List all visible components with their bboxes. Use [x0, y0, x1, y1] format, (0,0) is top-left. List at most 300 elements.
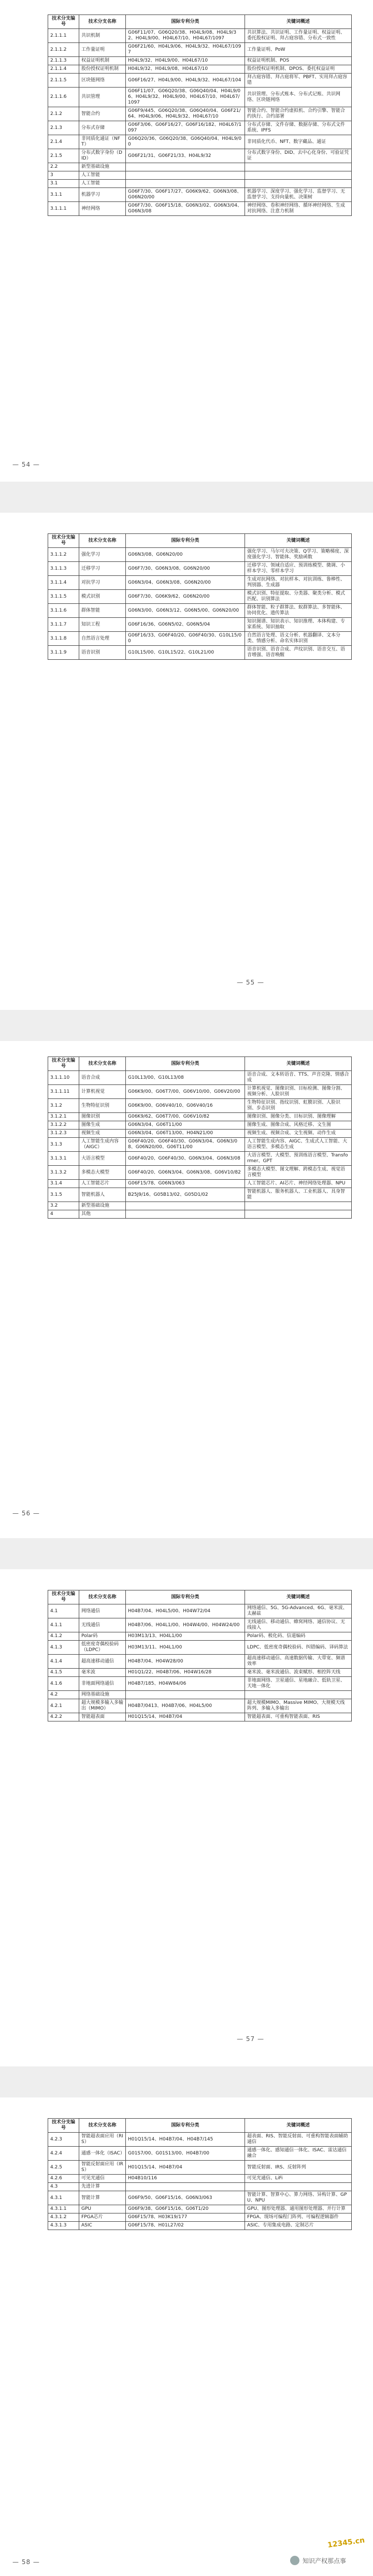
watermark	[290, 2556, 346, 2565]
cell-name: 智能合约	[79, 107, 126, 121]
cell-ipc: G06N3/08、G06N20/00	[126, 548, 245, 562]
cell-name: 先进计算	[79, 2183, 126, 2191]
cell-ipc: H04B7/04、H04L5/00、H04W72/04	[126, 1604, 245, 1618]
cell-code: 2.1.1.2	[48, 43, 79, 57]
header-code: 技术分支编号	[48, 1590, 79, 1604]
cell-name: 通感一体化（ISAC）	[79, 2147, 126, 2161]
table-row	[48, 2222, 352, 2230]
header-ipc: 国际专利分类	[126, 2119, 245, 2133]
cell-keywords: 智能超表面、可重构智能表面、RIS	[245, 1713, 352, 1721]
cell-code: 4.2.2	[48, 1713, 79, 1721]
cell-name: 非同质化通证（NFT）	[79, 135, 126, 149]
cell-code: 3.1.2.3	[48, 1130, 79, 1138]
header-name: 技术分支名称	[79, 15, 126, 29]
cell-name: 低密度奇偶校验码（LDPC）	[79, 1641, 126, 1655]
cell-code: 4.3.1.2	[48, 2213, 79, 2222]
cell-code: 4.1.2	[48, 1632, 79, 1641]
cell-ipc: G06F7/30、G06K9/62、G06N20/00	[126, 590, 245, 604]
cell-name: 其他	[79, 1210, 126, 1219]
cell-name: 对抗学习	[79, 576, 126, 590]
cell-name: 网络基础设施	[79, 1691, 126, 1699]
cell-name: 股份授权证明机制	[79, 65, 126, 74]
page-5	[0, 2097, 373, 2576]
watermark-label: 知识产权那点事	[303, 2557, 347, 2565]
cell-keywords: 大语言模型、大模型、预训练语言模型、Transformer、GPT	[245, 1152, 352, 1166]
cell-ipc: G06N3/04、G06T13/00、H04N21/00	[126, 1130, 245, 1138]
table-row	[48, 1099, 352, 1113]
cell-code: 2.1.1.6	[48, 88, 79, 107]
cell-name: 模式识别	[79, 590, 126, 604]
cell-ipc: G10L13/00、G10L13/08	[126, 1071, 245, 1085]
cell-code: 3.2	[48, 1202, 79, 1210]
table-row	[48, 1210, 352, 1219]
header-keywords: 关键词概述	[245, 1057, 352, 1071]
cell-ipc: G06F40/20、G06N3/04、G06N3/08、G06V10/82	[126, 1166, 245, 1180]
table-row	[48, 576, 352, 590]
table-row	[48, 1669, 352, 1677]
cell-code: 4.1.1	[48, 1618, 79, 1632]
table-row	[48, 1641, 352, 1655]
page-number: — 54 —	[12, 461, 40, 468]
cell-name: 人工智能芯片	[79, 1180, 126, 1188]
cell-code: 3.1.1	[48, 188, 79, 202]
cell-keywords: 毫米波、毫米波通信、波束赋形、相控阵天线	[245, 1669, 352, 1677]
cell-name: 无线通信	[79, 1618, 126, 1632]
header-ipc: 国际专利分类	[126, 1590, 245, 1604]
table-row	[48, 121, 352, 135]
page-number: — 58 —	[12, 2558, 40, 2566]
cell-keywords: 计算机视觉、图像识别、目标检测、图像分割、视频分析、人脸识别	[245, 1085, 352, 1099]
cell-code: 2.1.1.5	[48, 74, 79, 88]
page-2	[0, 513, 373, 1010]
table-row	[48, 1691, 352, 1699]
header-code: 技术分支编号	[48, 15, 79, 29]
header-name: 技术分支名称	[79, 1590, 126, 1604]
header-keywords: 关键词概述	[245, 1590, 352, 1604]
table-row	[48, 2205, 352, 2213]
cell-name: 人工智能	[79, 180, 126, 188]
cell-ipc	[126, 2183, 245, 2191]
header-keywords: 关键词概述	[245, 15, 352, 29]
cell-keywords: 智能计算、智算中心、算力网络、异构计算、GPU、NPU	[245, 2191, 352, 2205]
cell-name: 机器学习	[79, 188, 126, 202]
table-row	[48, 1113, 352, 1121]
cell-keywords: 无线通信、移动通信、蜂窝网络、通信协议、无线接入	[245, 1618, 352, 1632]
cell-code: 4.3	[48, 2183, 79, 2191]
cell-ipc: G06F9/50、G06F15/16、G06N3/063	[126, 2191, 245, 2205]
patent-table	[48, 1590, 352, 1721]
cell-code: 3.1.1.5	[48, 590, 79, 604]
table-row	[48, 1655, 352, 1669]
table-row	[48, 604, 352, 618]
cell-code: 3.1.1.3	[48, 562, 79, 576]
watermark-site: 12345.cn	[327, 2536, 366, 2550]
cell-keywords	[245, 163, 352, 171]
cell-keywords: Polar码、极化码、信道编码	[245, 1632, 352, 1641]
table-row	[48, 180, 352, 188]
cell-ipc: G06F21/31、G06F21/33、H04L9/32	[126, 149, 245, 163]
cell-ipc: H04L9/32、H04L9/00、H04L67/10	[126, 57, 245, 65]
cell-ipc: G06F7/30、G06F15/18、G06N3/02、G06N3/04、G06N3/08	[126, 202, 245, 216]
table-row	[48, 107, 352, 121]
table-header-row	[48, 1057, 352, 1071]
cell-code: 2.1.1.3	[48, 57, 79, 65]
table-row	[48, 57, 352, 65]
cell-code: 3.1.1.9	[48, 646, 79, 660]
cell-code: 3.1.1.7	[48, 618, 79, 632]
cell-keywords: 图像识别、图像分类、目标识别、图像理解	[245, 1113, 352, 1121]
table-row	[48, 1202, 352, 1210]
cell-keywords	[245, 1691, 352, 1699]
cell-ipc: H03M13/11、H04L1/00	[126, 1641, 245, 1655]
cell-keywords: 非地面网络、卫星通信、星地融合、低轨卫星、天地一体化	[245, 1677, 352, 1691]
table-row	[48, 1130, 352, 1138]
table-row	[48, 2161, 352, 2175]
table-header-row	[48, 1590, 352, 1604]
table-row	[48, 163, 352, 171]
cell-code: 3.1.1.11	[48, 1085, 79, 1099]
cell-keywords: 多模态大模型、图文理解、跨模态生成、视觉语言模型	[245, 1166, 352, 1180]
cell-name: FPGA芯片	[79, 2213, 126, 2222]
cell-keywords: 神经网络、卷积神经网络、循环神经网络、生成对抗网络、注意力机制	[245, 202, 352, 216]
cell-ipc: G06N3/04、G06T11/00	[126, 1121, 245, 1130]
cell-code: 3.1.1.4	[48, 576, 79, 590]
table-row	[48, 1677, 352, 1691]
table-row	[48, 2213, 352, 2222]
cell-ipc: G06N3/04、G06N3/08、G06N20/00	[126, 576, 245, 590]
cell-ipc	[126, 171, 245, 180]
cell-keywords: 人工智能生成内容、AIGC、生成式人工智能、大语言模型、多模态生成	[245, 1138, 352, 1152]
table-row	[48, 2133, 352, 2147]
cell-ipc: G06F7/30、G06F17/27、G06K9/62、G06N3/08、G06N20/00	[126, 188, 245, 202]
cell-name: 超高速移动通信	[79, 1655, 126, 1669]
cell-ipc: H01Q15/14、H04B7/04	[126, 2161, 245, 2175]
cell-name: 强化学习	[79, 548, 126, 562]
cell-code: 4.1.5	[48, 1669, 79, 1677]
patent-table	[48, 2118, 352, 2230]
page-1	[0, 0, 373, 482]
cell-ipc: H01Q1/22、H04B7/06、H04W16/28	[126, 1669, 245, 1677]
cell-keywords: 生物特征识别、指纹识别、虹膜识别、人脸识别、步态识别	[245, 1099, 352, 1113]
cell-name: 网络通信	[79, 1604, 126, 1618]
cell-name: ASIC	[79, 2222, 126, 2230]
table-row	[48, 43, 352, 57]
cell-code: 2.2	[48, 163, 79, 171]
table-row	[48, 74, 352, 88]
header-code: 技术分支编号	[48, 1057, 79, 1071]
cell-ipc: G01S7/00、G01S13/00、H04B7/00	[126, 2147, 245, 2161]
cell-ipc: G06F16/27、H04L9/00、H04L9/32、H04L67/104	[126, 74, 245, 88]
table-row	[48, 632, 352, 646]
cell-name: 视频生成	[79, 1130, 126, 1138]
cell-code: 3.1.3.2	[48, 1166, 79, 1180]
cell-code: 3.1.3.1	[48, 1152, 79, 1166]
page-4	[0, 1569, 373, 2066]
table-row	[48, 188, 352, 202]
cell-code: 3.1.2.1	[48, 1113, 79, 1121]
cell-keywords: 超表面、RIS、智能反射面、可重构智能表面辅助通信	[245, 2133, 352, 2147]
cell-ipc: H04B7/04、H04W28/00	[126, 1655, 245, 1669]
cell-code: 2.1.2	[48, 107, 79, 121]
cell-keywords: GPU、图形处理器、通用图形处理器、并行计算	[245, 2205, 352, 2213]
table-row	[48, 1699, 352, 1713]
cell-ipc: H01Q15/14、H04B7/04、H04B7/145	[126, 2133, 245, 2147]
cell-keywords: 智能反射面、IRS、反射阵列	[245, 2161, 352, 2175]
patent-table	[48, 1057, 352, 1219]
header-code: 技术分支编号	[48, 534, 79, 548]
cell-keywords: 迁移学习、领域自适应、预训练模型、微调、小样本学习、零样本学习	[245, 562, 352, 576]
cell-ipc: G06F9/445、G06Q20/38、G06Q40/04、G06F21/64、H04L9/06、H04L9/32、H04L67/10	[126, 107, 245, 121]
cell-name: 群体智能	[79, 604, 126, 618]
cell-ipc: G06F9/38、G06F15/16、G06T1/20	[126, 2205, 245, 2213]
cell-keywords: LDPC、低密度奇偶校验码、纠错编码、译码算法	[245, 1641, 352, 1655]
cell-name: 非地面网络通信	[79, 1677, 126, 1691]
table-row	[48, 1152, 352, 1166]
cell-ipc	[126, 163, 245, 171]
cell-keywords: 强化学习、马尔可夫决策、Q学习、策略梯度、深度强化学习、智能体、奖励函数	[245, 548, 352, 562]
cell-ipc: G06Q20/36、G06Q20/38、G06Q40/04、H04L9/00	[126, 135, 245, 149]
cell-name: 智能反射面应用（IRS）	[79, 2161, 126, 2175]
page-number: — 55 —	[237, 979, 264, 986]
cell-code: 4.1.3	[48, 1641, 79, 1655]
table-row	[48, 2191, 352, 2205]
cell-name: 迁移学习	[79, 562, 126, 576]
cell-name: 可见光通信	[79, 2175, 126, 2183]
table-row	[48, 202, 352, 216]
cell-keywords: 群体智能、粒子群算法、蚁群算法、多智能体、协同优化、遗传算法	[245, 604, 352, 618]
table-row	[48, 1180, 352, 1188]
cell-ipc: G06N3/00、G06N3/12、G06N5/00、G06N20/00	[126, 604, 245, 618]
table-header-row	[48, 2119, 352, 2133]
cell-keywords	[245, 1210, 352, 1219]
cell-keywords: 图像生成、图像合成、风格迁移、文生图	[245, 1121, 352, 1130]
cell-code: 4.3.1.1	[48, 2205, 79, 2213]
table-row	[48, 65, 352, 74]
cell-keywords: 拜占庭容错、拜占庭将军、PBFT、实用拜占庭容错	[245, 74, 352, 88]
cell-name: GPU	[79, 2205, 126, 2213]
table-row	[48, 1138, 352, 1152]
table-row	[48, 1166, 352, 1180]
cell-ipc: G06F15/78、G06N3/063	[126, 1180, 245, 1188]
cell-keywords	[245, 171, 352, 180]
cell-ipc: G06F7/30、G06N3/08、G06N20/00	[126, 562, 245, 576]
cell-name: 计算机视觉	[79, 1085, 126, 1099]
cell-keywords: 共识管理、分布式账本、分布式记账、共识网络、区块链网络	[245, 88, 352, 107]
cell-ipc: G06F3/06、G06F16/27、G06F16/182、H04L67/1097	[126, 121, 245, 135]
cell-code: 2.1.4	[48, 135, 79, 149]
cell-keywords: 机器学习、深度学习、强化学习、监督学习、无监督学习、支持向量机、决策树	[245, 188, 352, 202]
cell-name: 超大规模多输入多输出（MIMO）	[79, 1699, 126, 1713]
cell-name: 神经网络	[79, 202, 126, 216]
cell-keywords: 语音合成、文本转语音、TTS、声音克隆、情感合成	[245, 1071, 352, 1085]
table-row	[48, 1713, 352, 1721]
table-row	[48, 1188, 352, 1202]
table-row	[48, 1071, 352, 1085]
cell-name: 新型基础设施	[79, 163, 126, 171]
cell-name: 智能机器人	[79, 1188, 126, 1202]
table-row	[48, 548, 352, 562]
cell-keywords: 模式识别、特征提取、分类器、聚类分析、模式匹配、识别算法	[245, 590, 352, 604]
cell-name: 人工智能	[79, 171, 126, 180]
cell-ipc: G06K9/00、G06T7/00、G06V10/00、G06V20/00	[126, 1085, 245, 1099]
cell-keywords: 股份授权证明机制、DPOS、委托权益证明	[245, 65, 352, 74]
header-ipc: 国际专利分类	[126, 1057, 245, 1071]
cell-name: 知识工程	[79, 618, 126, 632]
cell-ipc: G06F40/20、G06F40/30、G06N3/04、G06N3/08	[126, 1152, 245, 1166]
cell-keywords: 知识图谱、知识表示、知识推理、本体构建、专家系统、知识抽取	[245, 618, 352, 632]
page-3	[0, 1041, 373, 1538]
cell-name: 人工智能生成内容（AIGC）	[79, 1138, 126, 1152]
cell-code: 3.1.2	[48, 1099, 79, 1113]
table-row	[48, 88, 352, 107]
cell-code: 4.2.4	[48, 2147, 79, 2161]
cell-name: 智能超表面	[79, 1713, 126, 1721]
table-row	[48, 618, 352, 632]
header-keywords: 关键词概述	[245, 2119, 352, 2133]
cell-ipc: G06F15/78、H03K19/177	[126, 2213, 245, 2222]
cell-keywords	[245, 2183, 352, 2191]
cell-ipc: H04B7/06、H04L1/00、H04W4/00、H04W24/00	[126, 1618, 245, 1632]
cell-code: 4.1.4	[48, 1655, 79, 1669]
cell-code: 3.1.1.10	[48, 1071, 79, 1085]
cell-ipc	[126, 1202, 245, 1210]
cell-keywords: 分布式数字身份、DID、去中心化身份、可验证凭证	[245, 149, 352, 163]
cell-code: 4.2	[48, 1691, 79, 1699]
cell-ipc	[126, 180, 245, 188]
cell-code: 4.2.3	[48, 2133, 79, 2147]
cell-keywords: 视频生成、视频合成、文生视频、动作生成	[245, 1130, 352, 1138]
cell-keywords: 智能合约、智能合约虚拟机、合约引擎、智能合约执行、合约部署	[245, 107, 352, 121]
cell-code: 2.1.3	[48, 121, 79, 135]
table-row	[48, 646, 352, 660]
table-row	[48, 171, 352, 180]
cell-ipc: H04L9/32、H04L9/08、H04L67/10	[126, 65, 245, 74]
cell-code: 3.1.1.2	[48, 548, 79, 562]
cell-code: 3.1	[48, 180, 79, 188]
cell-name: 分布式数字身份（DID）	[79, 149, 126, 163]
cell-keywords: 非同质化代币、NFT、数字藏品、通证	[245, 135, 352, 149]
cell-keywords: 语音识别、语音合成、声纹识别、语音交互、语音增强、语音唤醒	[245, 646, 352, 660]
cell-keywords: 分布式存储、文件存储、数据存储、分布式文件系统、IPFS	[245, 121, 352, 135]
cell-ipc: G06F11/07、G06Q20/38、H04L9/08、H04L9/32、H04L9/00、H04L67/10、H04L67/1097	[126, 29, 245, 43]
header-code: 技术分支编号	[48, 2119, 79, 2133]
cell-keywords: FPGA、现场可编程门阵列、可编程逻辑器件	[245, 2213, 352, 2222]
cell-name: 分布式存储	[79, 121, 126, 135]
cell-ipc: B25J9/16、G05B13/02、G05D1/02	[126, 1188, 245, 1202]
cell-keywords: 智能机器人、服务机器人、工业机器人、具身智能	[245, 1188, 352, 1202]
cell-code: 4	[48, 1210, 79, 1219]
cell-code: 4.2.5	[48, 2161, 79, 2175]
table-row	[48, 590, 352, 604]
table-row	[48, 1121, 352, 1130]
cell-keywords: 超大规模MIMO、Massive MIMO、大规模天线阵列、多输入多输出	[245, 1699, 352, 1713]
cell-name: 生物特征识别	[79, 1099, 126, 1113]
header-ipc: 国际专利分类	[126, 15, 245, 29]
table-row	[48, 1632, 352, 1641]
cell-code: 3.1.1.8	[48, 632, 79, 646]
page-number: — 57 —	[237, 2035, 264, 2043]
cell-keywords: 可见光通信、LiFi	[245, 2175, 352, 2183]
table-row	[48, 2175, 352, 2183]
cell-ipc: G06K9/62、G06T7/00、G06V10/82	[126, 1113, 245, 1121]
cell-code: 3.1.3	[48, 1138, 79, 1152]
patent-table	[48, 15, 352, 216]
cell-code: 4.3.1	[48, 2191, 79, 2205]
table-row	[48, 29, 352, 43]
header-ipc: 国际专利分类	[126, 534, 245, 548]
cell-keywords: 网络通信、5G、5G-Advanced、6G、毫米波、太赫兹	[245, 1604, 352, 1618]
cell-code: 4.2.1	[48, 1699, 79, 1713]
cell-name: 工作量证明	[79, 43, 126, 57]
cell-ipc: H04B7/0413、H04B7/06、H04L5/00	[126, 1699, 245, 1713]
cell-ipc	[126, 1691, 245, 1699]
cell-ipc	[126, 1210, 245, 1219]
cell-ipc: G06K9/00、G06V40/10、G06V40/16	[126, 1099, 245, 1113]
table-row	[48, 2147, 352, 2161]
table-row	[48, 135, 352, 149]
cell-keywords	[245, 180, 352, 188]
cell-keywords: 通感一体化、感知通信一体化、ISAC、雷达通信融合	[245, 2147, 352, 2161]
cell-code: 4.3.1.3	[48, 2222, 79, 2230]
header-name: 技术分支名称	[79, 534, 126, 548]
header-name: 技术分支名称	[79, 1057, 126, 1071]
table-row	[48, 1604, 352, 1618]
cell-code: 2.1.1.1	[48, 29, 79, 43]
cell-ipc: G06F40/20、G06F40/30、G06N3/04、G06N3/08、G06N20/00、G06T11/00	[126, 1138, 245, 1152]
cell-ipc: G06F15/78、H01L27/02	[126, 2222, 245, 2230]
cell-keywords	[245, 1202, 352, 1210]
cell-code: 4.1.6	[48, 1677, 79, 1691]
wechat-logo-icon	[290, 2556, 299, 2565]
cell-name: 大语言模型	[79, 1152, 126, 1166]
cell-name: 自然语言处理	[79, 632, 126, 646]
cell-name: 图像生成	[79, 1121, 126, 1130]
table-row	[48, 562, 352, 576]
cell-ipc: H04B10/116	[126, 2175, 245, 2183]
cell-ipc: H04B7/185、H04W84/06	[126, 1677, 245, 1691]
cell-name: 权益证明机制	[79, 57, 126, 65]
table-row	[48, 149, 352, 163]
cell-code: 2.1.5	[48, 149, 79, 163]
table-header-row	[48, 15, 352, 29]
cell-code: 3	[48, 171, 79, 180]
cell-code: 2.1.1.4	[48, 65, 79, 74]
cell-code: 3.1.4	[48, 1180, 79, 1188]
cell-ipc: G06F21/60、H04L9/06、H04L9/32、H04L67/1097	[126, 43, 245, 57]
cell-name: 毫米波	[79, 1669, 126, 1677]
cell-keywords: ASIC、专用集成电路、定制芯片	[245, 2222, 352, 2230]
patent-table	[48, 533, 352, 660]
cell-code: 4.1	[48, 1604, 79, 1618]
cell-ipc: G06F16/33、G06F40/20、G06F40/30、G10L15/00	[126, 632, 245, 646]
header-name: 技术分支名称	[79, 2119, 126, 2133]
page-number: — 56 —	[12, 1510, 40, 1517]
cell-keywords: 生成对抗网络、对抗样本、对抗训练、鲁棒性、判别器、生成器	[245, 576, 352, 590]
cell-code: 3.1.5	[48, 1188, 79, 1202]
cell-keywords: 共识算法、共识证明、工作量证明、权益证明、委托股权证明、拜占庭容错、分布式一致性	[245, 29, 352, 43]
cell-name: 语音识别	[79, 646, 126, 660]
cell-name: 共识管理	[79, 88, 126, 107]
cell-keywords: 权益证明机制、POS	[245, 57, 352, 65]
cell-code: 4.2.6	[48, 2175, 79, 2183]
cell-code: 3.1.1.1	[48, 202, 79, 216]
cell-name: 新型基础设施	[79, 1202, 126, 1210]
cell-name: 智能计算	[79, 2191, 126, 2205]
cell-name: 多模态大模型	[79, 1166, 126, 1180]
header-keywords: 关键词概述	[245, 534, 352, 548]
cell-name: 共识机制	[79, 29, 126, 43]
cell-code: 3.1.1.6	[48, 604, 79, 618]
